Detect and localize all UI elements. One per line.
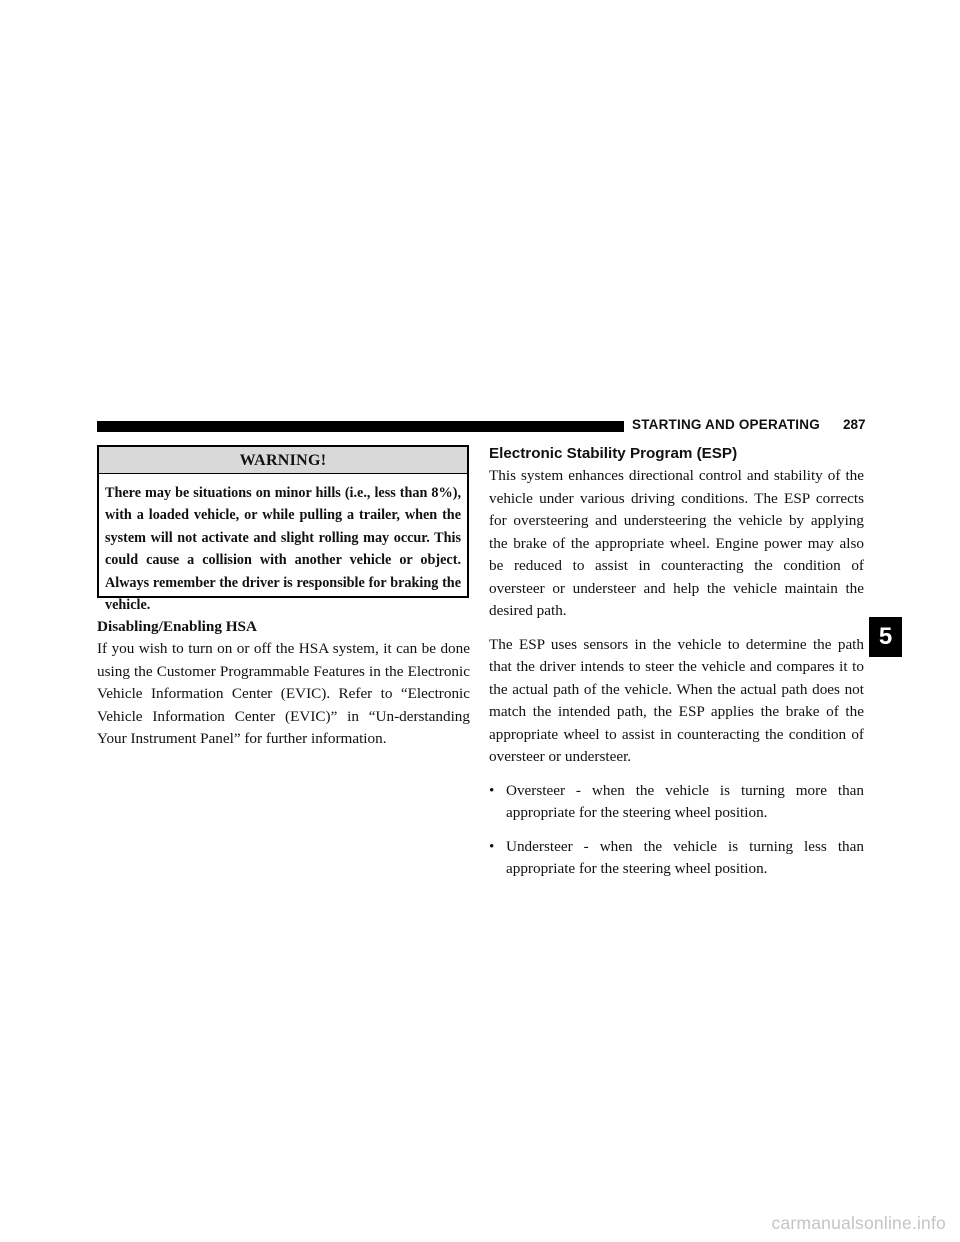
chapter-tab: 5: [869, 617, 902, 657]
esp-paragraph-2: The ESP uses sensors in the vehicle to determine the path that the driver intends to steer the vehicle and compares it to the actual path of the vehicle. When the actual path does not match the intended path, the ESP applies the brake of the appropriate wheel to assist in counteracting the condition of oversteer or understeer.: [489, 635, 864, 765]
bullet-oversteer-text: Oversteer - when the vehicle is turning more than appropriate for the steering wheel position.: [506, 781, 864, 821]
hsa-heading: Disabling/Enabling HSA: [97, 618, 257, 635]
section-title: STARTING AND OPERATING: [632, 417, 820, 432]
page-number: 287: [843, 417, 866, 432]
esp-heading: Electronic Stability Program (ESP): [489, 445, 738, 462]
bullet-understeer-text: Understeer - when the vehicle is turning less than appropriate for the steering wheel position.: [506, 837, 864, 877]
watermark: carmanualsonline.info: [771, 1213, 946, 1233]
header-rule: [97, 421, 624, 432]
bullet-dot-icon: •: [489, 781, 495, 799]
bullet-understeer: [489, 836, 864, 881]
right-column: [489, 443, 864, 881]
esp-bullet-list: [489, 780, 864, 881]
warning-box: [97, 445, 469, 614]
warning-text: There may be situations on minor hills (i.e., less than 8%), with a loaded vehicle, or while pulling a trailer, when the system will not activate and slight rolling may occur. This could cause a collision with another vehicle or object. Always remember the driver is responsible for braking the vehicle.: [105, 485, 461, 614]
bullet-oversteer: [489, 780, 864, 825]
esp-paragraph-1: This system enhances directional control and stability of the vehicle under various driving conditions. The ESP corrects for oversteering and understeering the vehicle by applying the brake of the appropriate wheel. Engine power may also be reduced to assist in counteracting the condition of oversteer or understeer and help the vehicle maintain the desired path.: [489, 467, 864, 619]
bullet-dot-icon: •: [489, 837, 495, 855]
warning-title: WARNING!: [99, 447, 467, 474]
hsa-paragraph: If you wish to turn on or off the HSA system, it can be done using the Customer Programmable Features in the Electronic Vehicle Information Center (EVIC). Refer to “Electronic Vehicle Information Center (EVIC)” in “Un-derstanding Your Instrument Panel” for further information.: [97, 640, 470, 747]
left-column: [97, 616, 470, 751]
